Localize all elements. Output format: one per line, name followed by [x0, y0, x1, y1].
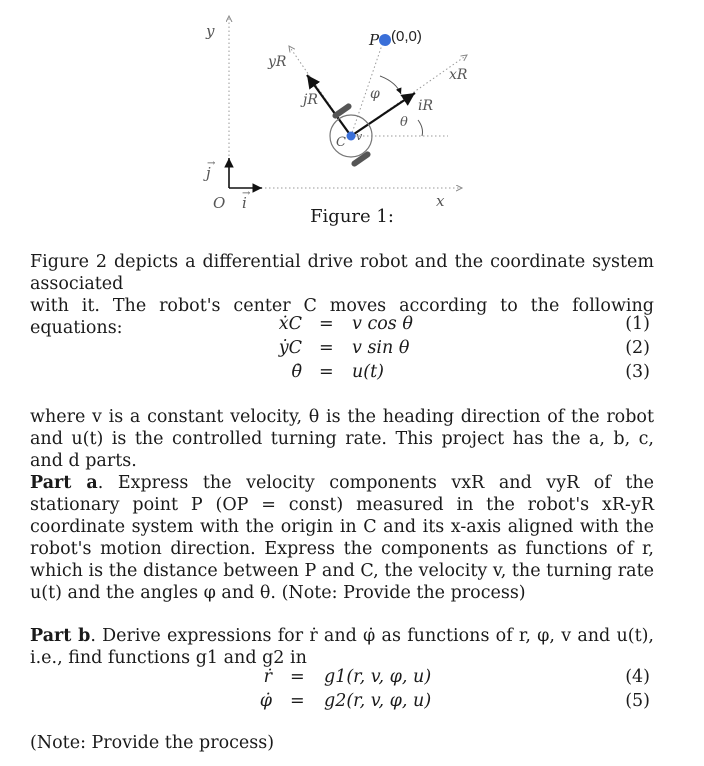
equation-lhs: θ̇	[291, 362, 302, 382]
part-b-paragraph	[30, 625, 654, 669]
equation-equals: =	[319, 314, 334, 334]
part-a-label: Part a	[30, 473, 98, 493]
velocity-label: v	[356, 130, 363, 143]
equation-lhs: ṙ	[263, 667, 272, 687]
equation-rhs: v sin θ	[352, 338, 410, 358]
x-axis-label: x	[436, 192, 445, 210]
equation-number: (1)	[625, 314, 650, 334]
figure-caption: Figure 1:	[310, 206, 394, 227]
robot-wheel-right	[350, 150, 371, 168]
theta-arc	[418, 120, 423, 136]
equation-rhs: v cos θ	[352, 314, 413, 334]
figure-1	[0, 0, 704, 240]
part-a-text: . Express the velocity components vxR and vyR of the stationary point P (OP = const) measured in the robot's xR-yR coordinate system with the origin in C and its x-axis aligned with the robot's motion direction. Express the components as functions of r, which is the distance between P and C, the velocity v, the turning rate u(t) and the angles φ and θ. (Note: Provide the process)	[30, 473, 654, 603]
phi-arc	[380, 76, 401, 94]
xr-label: xR	[449, 67, 468, 83]
equation-number: (5)	[625, 691, 650, 711]
ir-label: iR	[418, 98, 434, 114]
equation-row	[0, 360, 704, 384]
equation-equals: =	[290, 667, 305, 687]
part-a-paragraph	[30, 472, 654, 604]
j-vector-arrow: →	[207, 158, 216, 169]
equation-number: (4)	[625, 667, 650, 687]
robot-center-dot	[347, 132, 356, 141]
equation-equals: =	[290, 691, 305, 711]
after-equations-paragraph: where v is a constant velocity, θ is the heading direction of the robot and u(t) is the controlled turning rate. This project has the a, b, c, and d parts.	[30, 407, 654, 471]
equation-lhs: ẏC	[278, 338, 302, 358]
origin-label: O	[213, 194, 226, 212]
y-axis-label: y	[206, 22, 215, 40]
equation-lhs: φ̇	[259, 691, 272, 711]
equation-rhs: g1(r, v, φ, u)	[324, 667, 432, 687]
equation-number: (3)	[625, 362, 650, 382]
part-b-text: . Derive expressions for ṙ and φ̇ as functions of r, φ, v and u(t), i.e., find functions g1 and g2 in	[30, 626, 654, 668]
theta-label: θ	[400, 115, 408, 130]
i-vector-arrow: →	[242, 188, 251, 199]
intro-line-1: Figure 2 depicts a differential drive robot and the coordinate system associated	[30, 252, 654, 294]
robot-center-label: C	[336, 135, 346, 150]
point-p-coords: (0,0)	[391, 28, 422, 45]
jr-label: jR	[303, 92, 318, 108]
equation-row	[0, 689, 704, 713]
intro-line-2: with it. The robot's center C moves according to the following equations:	[30, 296, 654, 338]
phi-label: φ	[370, 86, 380, 102]
i-vector-label: i	[242, 194, 247, 212]
j-vector-label: j	[206, 164, 211, 182]
equation-equals: =	[319, 362, 334, 382]
equation-row	[0, 665, 704, 689]
equation-rhs: u(t)	[352, 362, 384, 382]
equation-row	[0, 336, 704, 360]
point-p-label: P	[369, 31, 380, 49]
equation-rhs: g2(r, v, φ, u)	[324, 691, 432, 711]
note-paragraph: (Note: Provide the process)	[30, 733, 275, 753]
equation-row	[0, 312, 704, 336]
equation-number: (2)	[625, 338, 650, 358]
part-b-label: Part b	[30, 626, 91, 646]
equation-lhs: ẋC	[278, 314, 302, 334]
equation-equals: =	[319, 338, 334, 358]
yr-label: yR	[268, 54, 287, 70]
point-p-marker	[379, 34, 391, 46]
